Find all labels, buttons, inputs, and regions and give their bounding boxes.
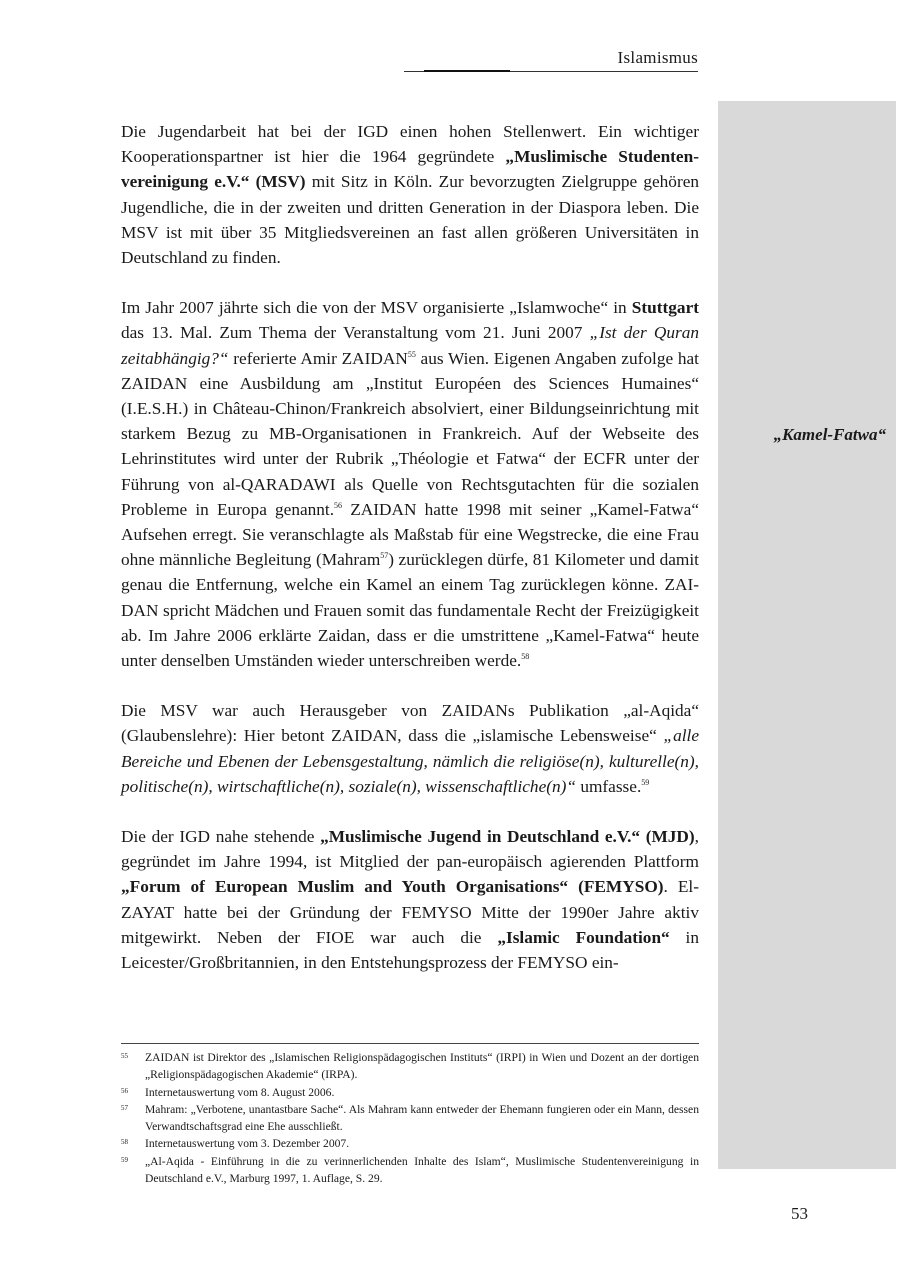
footnote-number: 56	[121, 1086, 128, 1095]
footnote-text: Internetauswertung vom 8. August 2006.	[145, 1085, 335, 1099]
lecture-title: „Ist der Quran zeitabhängig?“	[121, 323, 699, 368]
paragraph-2: Im Jahr 2007 jährte sich die von der MSV organisierte „Islamwoche“ in Stuttgart das 13. Mal. Zum Thema der Veranstaltung vom 21. Juni 2007 „Ist der Quran zeitabhängig?“ referierte Amir ZAIDAN$^{55}$ aus Wien. Eigenen Angaben zufolge hat ZAIDAN eine Ausbildung am „Institut Européen des Sciences Humaines“ (I.E.S.H.) in Château-Chinon/Frankreich absolviert, einer Bildungseinrichtung mit starkem Bezug zu MB-Organisationen in Frankreich. Auf der Webseite des Lehrinstitutes wird unter der Rubrik „Théologie et Fatwa“ der ECFR unter der Führung von al-QARADAWI als Quelle von Rechtsgutachten für die sozialen Probleme in Europa genannt.$^{56}$ ZAIDAN hatte 1998 mit seiner „Kamel-Fatwa“ Aufsehen erregt. Sie veranschlagte als Maßstab für eine Wegstrecke, die eine Frau ohne männliche Begleitung (Mahram$^{57}$) zurücklegen dürfe, 81 Kilometer und damit genau die Entfernung, welche ein Kamel an einem Tag zurücklegen könne. ZAIDAN spricht Mädchen und Frauen somit das fundamentale Recht der Freizügigkeit ab. Im Jahre 2006 erklärte Zaidan, dass er die umstrittene „Kamel-Fatwa“ heute unter denselben Umständen wieder unterschreiben werde.$^{58}$	[121, 298, 700, 671]
city-stuttgart: Stuttgart	[631, 298, 699, 318]
header-rule-accent	[424, 70, 510, 72]
org-msv: „Muslimische Studentenvereinigung e.V.“ (MSV)	[121, 147, 699, 192]
footnote-text: „Al-Aqida - Einführung in die zu verinnerlichenden Inhalte des Islam“, Muslimische Studentenvereinigung in Deutschland e.V., Marburg 1997, 1. Auflage, S. 29.	[145, 1154, 699, 1186]
org-femyso: „Forum of European Muslim and Youth Organisations“ (FEMYSO)	[121, 877, 664, 897]
footnote-number: 58	[121, 1138, 128, 1147]
quote: „alle Bereiche und Ebenen der Lebensgestaltung, nämlich die religiöse(n), kulturelle(n), politische(n), wirtschaftliche(n), soziale(n), wissenschaftliche(n)“	[121, 726, 699, 796]
footnote-number: 55	[121, 1052, 128, 1060]
footnote-ref: 59	[641, 778, 650, 788]
margin-note: „Kamel-Fatwa“	[773, 425, 886, 444]
footnote	[121, 1049, 699, 1084]
footnote-text: Internetauswertung vom 3. Dezember 2007.	[145, 1137, 350, 1151]
page-number: 53	[791, 1204, 808, 1223]
org-mjd: „Muslimische Jugend in Deutschland e.V.“ (MJD)	[320, 827, 695, 847]
footnote-ref: 57	[380, 551, 389, 561]
footnote	[121, 1153, 699, 1188]
footnote-ref: 58	[521, 652, 530, 662]
org-islamic-foundation: „Islamic Foundation“	[497, 927, 670, 947]
footnote-text: Mahram: „Verbotene, unantastbare Sache“. Als Mahram kann entweder der Ehemann fungieren oder ein Mann, dessen Verwandtschaftsgrad eine Ehe ausschließt.	[145, 1102, 699, 1134]
running-header: Islamismus	[617, 48, 698, 67]
footnote-ref: 56	[334, 501, 343, 511]
footnote-ref: 55	[407, 349, 416, 359]
footnote	[121, 1084, 699, 1101]
footnote	[121, 1135, 699, 1152]
footnote-number: 59	[121, 1155, 128, 1164]
paragraph-3: Die MSV war auch Herausgeber von ZAIDANs Publikation „al-Aqida“ (Glaubenslehre): Hier betont ZAIDAN, dass die „islamische Lebensweise“ „alle Bereiche und Ebenen der Lebensgestaltung, nämlich die religiöse(n), kulturelle(n), politische(n), wirtschaftliche(n), soziale(n), wissenschaftliche(n)“ umfasse.$^{59}$	[121, 701, 699, 796]
paragraph-1: Die Jugendarbeit hat bei der IGD einen hohen Stellenwert. Ein wichtiger Kooperationspartner ist hier die 1964 gegründete „Muslimische Studentenvereinigung e.V.“ (MSV) mit Sitz in Köln. Zur bevorzugten Zielgruppe gehören Jugendliche, die in der zweiten und dritten Generation in der Diaspora leben. Die MSV ist mit über 35 Mitgliedsvereinen an fast allen größeren Universitäten in Deutschland zu finden.	[121, 122, 700, 268]
footnote-rule	[121, 1043, 699, 1044]
body-text	[121, 119, 699, 1000]
footnote-text: ZAIDAN ist Direktor des „Islamischen Religionspädagogischen Instituts“ (IRPI) in Wien und Dozent an der dortigen „Religionspädagogischen Akademie“ (IRPA).	[145, 1051, 699, 1082]
paragraph-4: Die der IGD nahe stehende „Muslimische Jugend in Deutschland e.V.“ (MJD), gegründet im Jahre 1994, ist Mitglied der pan-europäisch agierenden Plattform „Forum of European Muslim and Youth Organisations“ (FEMYSO). El-ZAYAT hatte bei der Gründung der FEMYSO Mitte der 1990er Jahre aktiv mitgewirkt. Neben der FIOE war auch die „Islamic Foundation“ in Leicester/Großbritannien, in den Entstehungsprozess der FEMYSO ein-	[121, 827, 699, 973]
footnote-number: 57	[121, 1103, 128, 1112]
footnote	[121, 1101, 699, 1136]
margin-sidebar	[718, 101, 896, 1169]
footnotes	[121, 1049, 699, 1187]
